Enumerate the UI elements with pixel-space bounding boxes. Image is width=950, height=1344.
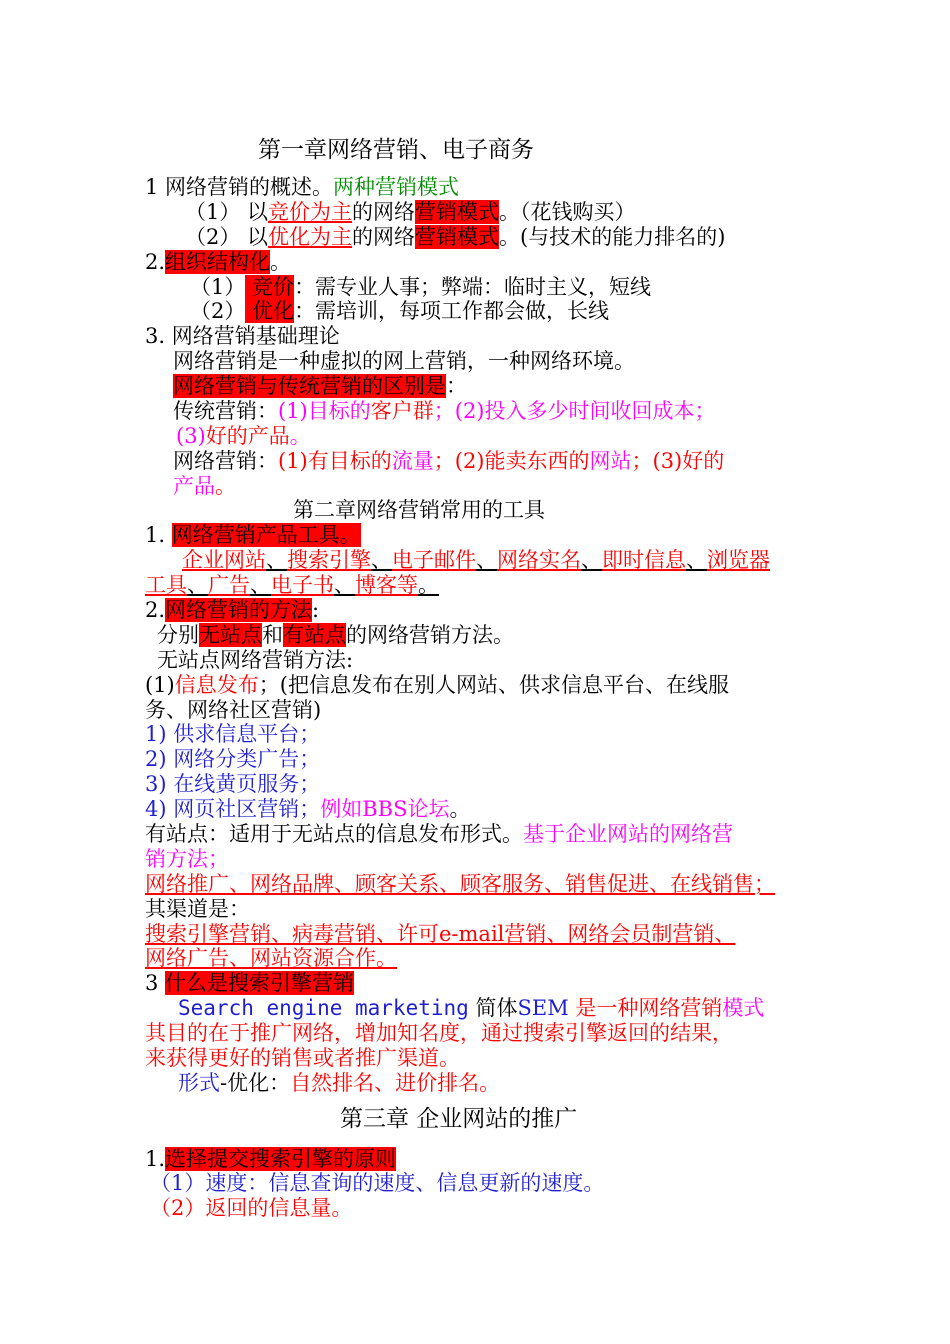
mode-line-2: （2） 以优化为主的网络营销模式。(与技术的能力排名的) — [185, 225, 726, 249]
sem-line-2: 其目的在于推广网络，增加知名度，通过搜索引擎返回的结果， — [145, 1021, 733, 1045]
section-3-1-heading: 1.选择提交搜索引擎的原则 — [145, 1147, 397, 1171]
no-site-line-2: 务、网络社区营销) — [145, 698, 322, 722]
org-line-2: （2） 优化：需培训，每项工作都会做，长线 — [190, 299, 610, 323]
section-2-1-heading: 1. 网络营销产品工具。 — [145, 523, 361, 547]
traditional-line-1: 传统营销：(1)目标的客户群；(2)投入多少时间收回成本； — [173, 399, 716, 423]
channel-line-1: 搜索引擎营销、病毒营销、许可e-mail营销、网络会员制营销、 — [145, 922, 736, 946]
network-line-2: 产品。 — [173, 474, 236, 498]
methods-line: 分别无站点和有站点的网络营销方法。 — [157, 623, 514, 647]
list-item: 1) 供求信息平台； — [145, 722, 321, 746]
list-item: 2) 网络分类广告； — [145, 747, 321, 771]
list-item: 4) 网页社区营销；例如BBS论坛。 — [145, 797, 471, 821]
with-site-line-1: 有站点：适用于无站点的信息发布形式。基于企业网站的网络营 — [145, 822, 733, 846]
sem-line-3: 来获得更好的销售或者推广渠道。 — [145, 1046, 460, 1070]
no-site-line-1: (1)信息发布；(把信息发布在别人网站、供求信息平台、在线服 — [145, 673, 729, 697]
difference-heading: 网络营销与传统营销的区别是： — [173, 374, 467, 398]
section-1-3-heading: 3. 网络营销基础理论 — [145, 324, 340, 348]
principle-line-2: （2）返回的信息量。 — [150, 1196, 353, 1220]
network-line-1: 网络营销：(1)有目标的流量；(2)能卖东西的网站；(3)好的 — [173, 449, 725, 473]
chapter-1-title: 第一章网络营销、电子商务 — [258, 137, 534, 163]
chapter-2-title: 第二章网络营销常用的工具 — [293, 498, 545, 522]
theory-paragraph: 网络营销是一种虚拟的网上营销，一种网络环境。 — [173, 349, 635, 373]
list-item: 3) 在线黄页服务； — [145, 772, 321, 796]
section-1-1-heading: 1 网络营销的概述。两种营销模式 — [145, 175, 460, 199]
org-line-1: （1） 竞价：需专业人事；弊端：临时主义，短线 — [190, 275, 652, 299]
section-2-3-heading: 3 什么是搜索引擎营销 — [145, 971, 355, 995]
channel-line-2: 网络广告、网站资源合作。 — [145, 946, 397, 970]
no-site-heading: 无站点网络营销方法: — [157, 648, 354, 672]
channel-heading: 其渠道是： — [145, 897, 250, 921]
sem-line-4: 形式-优化：自然排名、进价排名。 — [178, 1071, 501, 1095]
with-site-line-2: 销方法； — [145, 847, 229, 871]
mode-line-1: （1） 以竞价为主的网络营销模式。（花钱购买） — [185, 200, 636, 224]
chapter-3-title: 第三章 企业网站的推广 — [340, 1106, 578, 1132]
principle-line-1: （1）速度：信息查询的速度、信息更新的速度。 — [150, 1171, 605, 1195]
with-site-line-3: 网络推广、网络品牌、顾客关系、顾客服务、销售促进、在线销售； — [145, 872, 775, 896]
section-1-2-heading: 2.组织结构化。 — [145, 250, 292, 274]
tools-line-1: 企业网站、搜索引擎、电子邮件、网络实名、即时信息、浏览器 — [182, 548, 770, 572]
traditional-line-2: (3)好的产品。 — [176, 424, 311, 448]
section-2-2-heading: 2.网络营销的方法: — [145, 598, 320, 622]
sem-line-1: Search engine marketing 简体SEM 是一种网络营销模式 — [178, 996, 765, 1020]
tools-line-2: 工具、广告、电子书、博客等。 — [145, 573, 439, 597]
